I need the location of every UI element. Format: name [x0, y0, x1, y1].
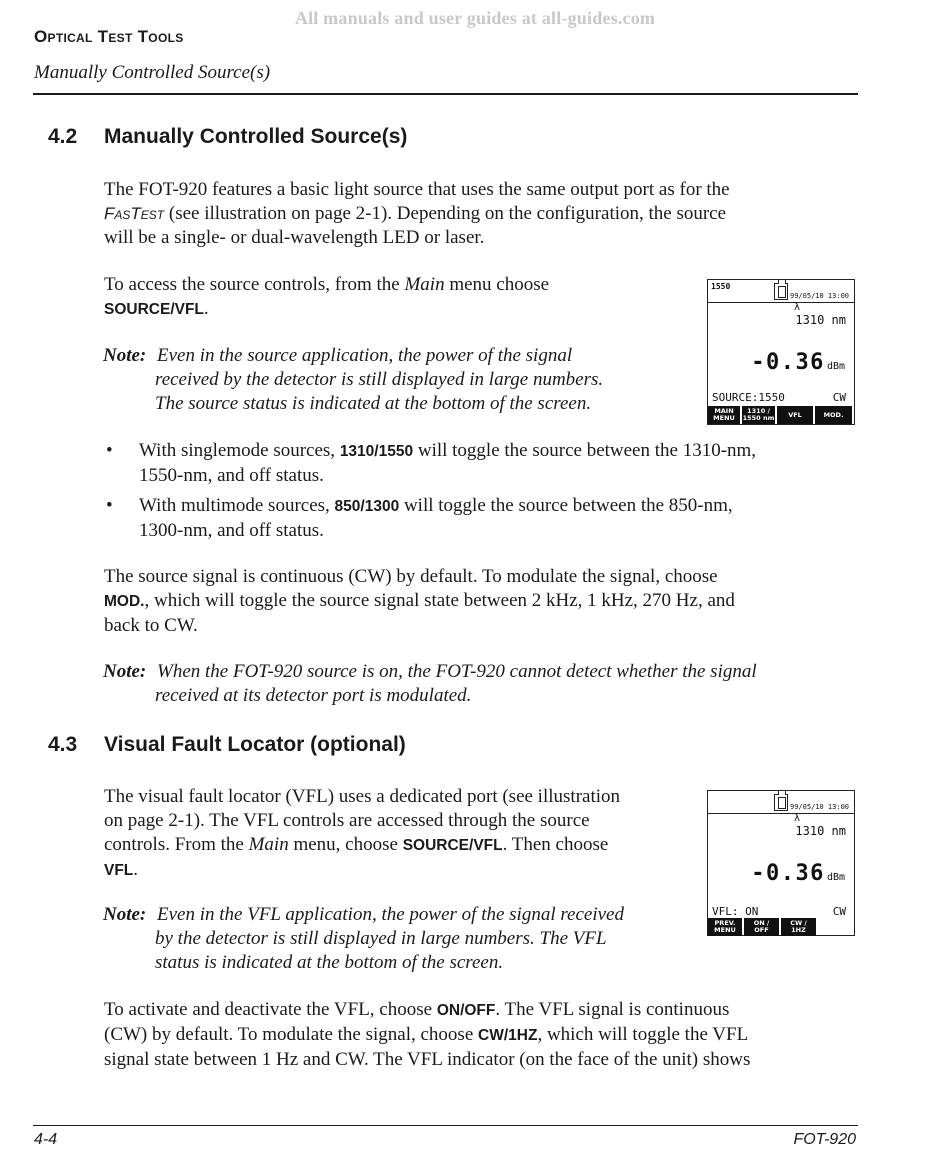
paragraph-modulation — [104, 565, 735, 638]
text: To activate and deactivate the VFL, choose — [104, 999, 437, 1020]
text: . The VFL signal is continuous — [495, 999, 730, 1020]
note-label: Note: — [103, 661, 147, 682]
device-screen-vfl — [707, 790, 855, 936]
section-heading-4-2 — [48, 125, 407, 149]
status-right: CW — [832, 391, 846, 404]
text: 1550-nm, and off status. — [139, 465, 324, 486]
lambda-icon: λ — [794, 813, 801, 824]
note-label: Note: — [103, 904, 147, 925]
power-unit: dBm — [826, 361, 845, 372]
screen-status-bar — [708, 280, 854, 303]
note-line: Even in the source application, the power of the signal — [157, 345, 573, 366]
softkey-main-menu — [708, 406, 740, 424]
key-line: MOD. — [823, 410, 844, 419]
paragraph-vfl-intro — [104, 785, 620, 883]
power-value: -0.36 — [751, 861, 825, 886]
keyword-vfl: VFL — [104, 862, 134, 879]
keyword-850-1300: 850/1300 — [334, 498, 400, 515]
key-line: OFF — [754, 926, 769, 934]
keyword-cw-1hz: CW/1HZ — [478, 1027, 538, 1044]
note-line: received at its detector port is modulated. — [155, 685, 472, 706]
text: . Then choose — [502, 834, 609, 855]
key-line: MAIN — [714, 407, 734, 415]
screen-status-bar — [708, 791, 854, 814]
running-header-title: Optical Test Tools — [34, 27, 184, 46]
text: menu choose — [444, 274, 550, 295]
page-number: 4-4 — [34, 1131, 58, 1148]
note-line: by the detector is still displayed in large numbers. The VFL — [155, 928, 607, 949]
note-line: Even in the VFL application, the power of the signal received — [157, 904, 624, 925]
wavelength-tag: 1550 — [711, 282, 731, 291]
lambda-icon: λ — [794, 302, 801, 313]
note-line: The source status is indicated at the bottom of the screen. — [155, 393, 592, 414]
softkey-on-off — [744, 918, 779, 936]
text: back to CW. — [104, 615, 198, 636]
text: . — [203, 298, 209, 319]
key-line: 1310 / — [747, 407, 770, 415]
key-line: 1550 nm — [742, 414, 775, 422]
fastest-term: FasTest — [104, 204, 165, 223]
text: signal state between 1 Hz and CW. The VFL indicator (on the face of the unit) shows — [104, 1049, 751, 1070]
bullet-multimode — [139, 494, 733, 543]
note-line: received by the detector is still displayed in large numbers. — [155, 369, 604, 390]
running-header-subtitle: Manually Controlled Source(s) — [34, 62, 271, 83]
bullet-marker: • — [106, 495, 113, 516]
bullet-singlemode — [139, 439, 756, 488]
text: controls. From the — [104, 834, 249, 855]
main-menu-term: Main — [248, 834, 289, 855]
text: menu, choose — [288, 834, 403, 855]
status-right: CW — [832, 905, 846, 918]
device-screen-source — [707, 279, 855, 425]
screen-date: 99/05/10 13:00 — [790, 292, 850, 300]
screen-wavelength: 1310 nm — [795, 824, 846, 838]
text: To access the source controls, from the — [104, 274, 405, 295]
footer-rule — [33, 1125, 858, 1126]
text: 1300-nm, and off status. — [139, 520, 324, 541]
note-line: status is indicated at the bottom of the screen. — [155, 952, 504, 973]
key-line: CW / — [790, 919, 807, 927]
note-label: Note: — [103, 345, 147, 366]
keyword-source-vfl: SOURCE/VFL — [402, 837, 503, 854]
text: will toggle the source between the 1310-nm, — [413, 440, 757, 461]
section-title: Visual Fault Locator (optional) — [104, 733, 406, 756]
screen-date: 99/05/10 13:00 — [790, 803, 850, 811]
battery-icon — [774, 794, 788, 811]
power-unit: dBm — [826, 872, 845, 883]
keyword-source-vfl: SOURCE/VFL — [104, 301, 204, 318]
bullet-marker: • — [106, 440, 113, 461]
section-number: 4.2 — [48, 125, 78, 148]
softkey-1310-1550 — [742, 406, 775, 424]
section-heading-4-3 — [48, 733, 406, 757]
main-menu-term: Main — [404, 274, 445, 295]
keyword-mod: MOD. — [104, 593, 145, 610]
section-title: Manually Controlled Source(s) — [104, 125, 408, 148]
softkey-cw-1hz — [781, 918, 816, 936]
keyword-1310-1550: 1310/1550 — [339, 443, 414, 460]
text: The source signal is continuous (CW) by default. To modulate the signal, choose — [104, 566, 718, 587]
note-line: When the FOT-920 source is on, the FOT-920 cannot detect whether the signal — [157, 661, 757, 682]
watermark: All manuals and user guides at all-guides.com — [294, 8, 656, 28]
screen-power-reading — [751, 861, 845, 886]
key-line: 1HZ — [791, 926, 806, 934]
screen-wavelength: 1310 nm — [795, 313, 846, 327]
key-line: PREV. — [714, 919, 736, 927]
text: (see illustration on page 2-1). Depending on the configuration, the source — [164, 203, 727, 224]
text: on page 2-1). The VFL controls are accessed through the source — [104, 810, 590, 831]
key-line: MENU — [713, 414, 735, 422]
softkey-vfl — [777, 406, 813, 424]
key-line: ON / — [753, 919, 770, 927]
power-value: -0.36 — [751, 350, 825, 375]
status-left: SOURCE:1550 — [712, 391, 785, 404]
text: With multimode sources, — [139, 495, 335, 516]
screen-source-status — [712, 391, 846, 404]
screen-vfl-status — [712, 905, 846, 918]
text: will be a single- or dual-wavelength LED or laser. — [104, 227, 485, 248]
text: will toggle the source between the 850-nm, — [399, 495, 733, 516]
paragraph-intro — [104, 178, 730, 250]
paragraph-vfl-activation — [104, 998, 750, 1072]
key-line: VFL — [788, 410, 802, 419]
battery-icon — [774, 283, 788, 300]
status-left: VFL: ON — [712, 905, 759, 918]
text: , which will toggle the source signal state between 2 kHz, 1 kHz, 270 Hz, and — [144, 590, 735, 611]
paragraph-access — [104, 273, 549, 322]
text: The FOT-920 features a basic light source that uses the same output port as for the — [104, 179, 730, 200]
text: With singlemode sources, — [139, 440, 340, 461]
section-number: 4.3 — [48, 733, 78, 756]
softkey-prev-menu — [708, 918, 742, 936]
screen-softkeys — [708, 918, 816, 936]
text: . — [133, 859, 139, 880]
screen-softkeys — [708, 406, 852, 424]
header-rule — [33, 93, 858, 95]
screen-power-reading — [751, 350, 845, 375]
keyword-on-off: ON/OFF — [436, 1002, 496, 1019]
text: (CW) by default. To modulate the signal, choose — [104, 1024, 479, 1045]
text: The visual fault locator (VFL) uses a dedicated port (see illustration — [104, 786, 621, 807]
softkey-mod — [815, 406, 852, 424]
key-line: MENU — [714, 926, 736, 934]
text: , which will toggle the VFL — [537, 1024, 749, 1045]
product-name: FOT-920 — [793, 1131, 856, 1148]
